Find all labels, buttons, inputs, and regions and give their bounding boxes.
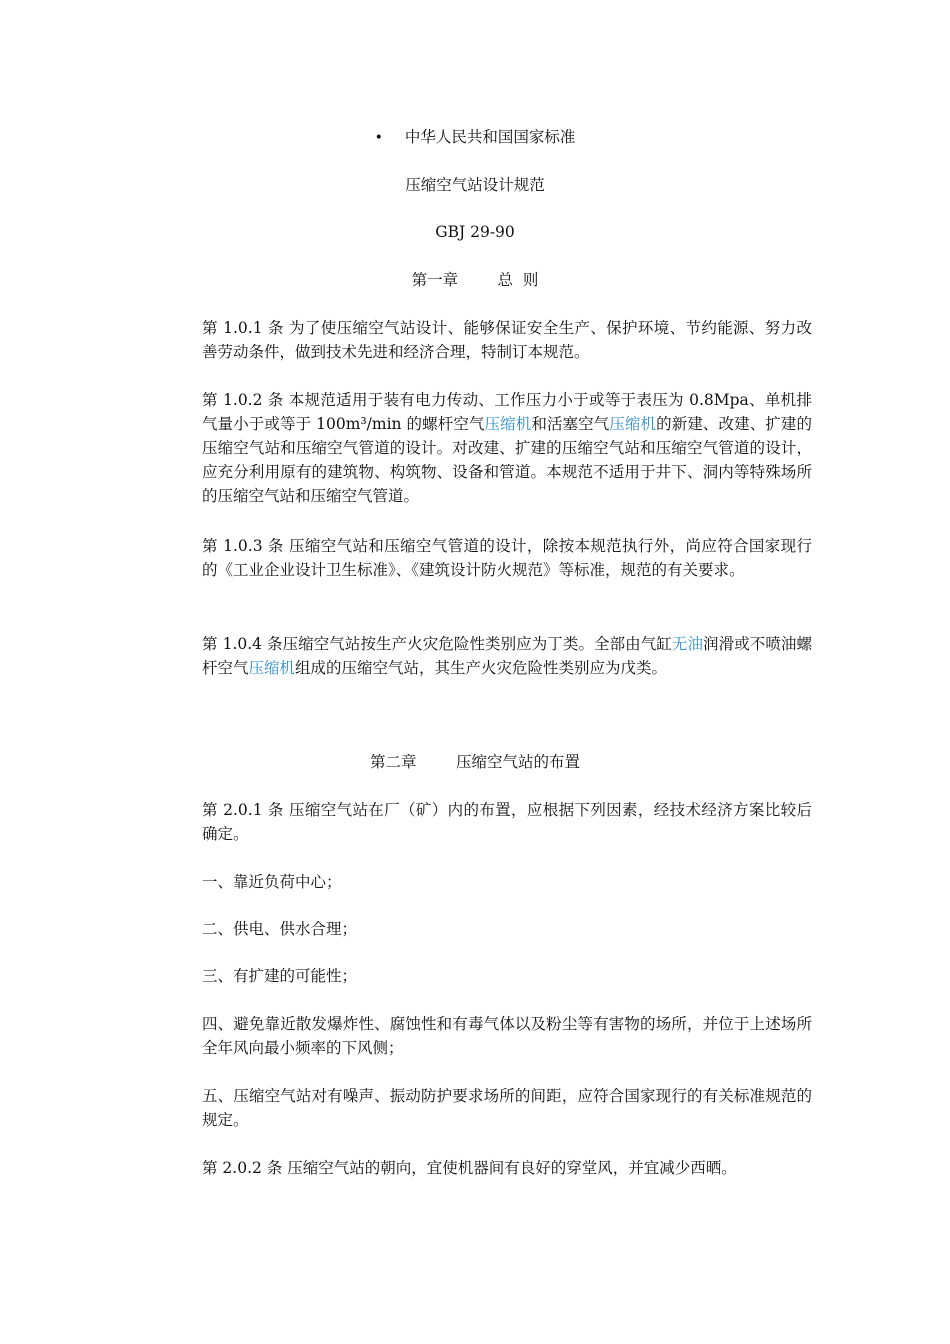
clause-1-0-4-text-c: 组成的压缩空气站，其生产火灾危险性类别应为戊类。	[295, 659, 668, 677]
list-item-5: 五、压缩空气站对有噪声、振动防护要求场所的间距，应符合国家现行的有关标准规范的规定。	[202, 1087, 812, 1129]
compressor-link-1[interactable]: 压缩机	[484, 415, 532, 433]
clause-2-0-2: 第 2.0.2 条 压缩空气站的朝向，宜使机器间有良好的穿堂风，并宜减少西晒。	[202, 1159, 737, 1177]
clause-1-0-2-text-c: 的新建、改建、扩建的压缩空气站和压缩空气管道的设计。对改建、扩建的压缩空气站和压缩空气管道的设计，应充分利用原有的建筑物、构筑物、设备和管道。本规范不适用于井下、洞内等特殊场所的压缩空气站和压缩空气管道。	[202, 415, 812, 505]
clause-1-0-4-text-b: 润滑或不喷油螺杆空气	[202, 635, 812, 677]
standard-org-line	[0, 125, 950, 150]
list-item-4: 四、避免靠近散发爆炸性、腐蚀性和有毒气体以及粉尘等有害物的场所，并位于上述场所全年风向最小频率的下风侧；	[202, 1015, 812, 1057]
standard-org: 中华人民共和国国家标准	[404, 128, 576, 146]
list-item-2: 二、供电、供水合理；	[202, 920, 358, 938]
chapter-2-heading: 第二章 压缩空气站的布置	[370, 753, 580, 771]
clause-1-0-2	[202, 388, 812, 508]
chapter-1-heading: 第一章 总 则	[411, 271, 539, 289]
clause-1-0-3: 第 1.0.3 条 压缩空气站和压缩空气管道的设计，除按本规范执行外，尚应符合国家现行的《工业企业设计卫生标准》、《建筑设计防火规范》等标准，规范的有关要求。	[202, 537, 812, 579]
standard-code: GBJ 29-90	[435, 223, 515, 241]
clause-1-0-2-text-b: 和活塞空气	[531, 415, 610, 433]
compressor-link-2[interactable]: 压缩机	[609, 415, 657, 433]
clause-1-0-4-text-a: 第 1.0.4 条压缩空气站按生产火灾危险性类别应为丁类。全部由气缸	[202, 635, 672, 653]
clause-2-0-1: 第 2.0.1 条 压缩空气站在厂（矿）内的布置，应根据下列因素，经技术经济方案比较后确定。	[202, 801, 812, 843]
clause-1-0-4	[202, 632, 812, 680]
clause-1-0-2-text-a: 第 1.0.2 条 本规范适用于装有电力传动、工作压力小于或等于表压为 0.8Mpa、单机排气量小于或等于 100m³/min 的螺杆空气	[202, 391, 812, 433]
compressor-link-3[interactable]: 压缩机	[248, 659, 296, 677]
list-item-1: 一、靠近负荷中心；	[202, 873, 342, 891]
document-title: 压缩空气站设计规范	[405, 176, 545, 194]
oil-free-link[interactable]: 无油	[671, 635, 704, 653]
clause-1-0-1: 第 1.0.1 条 为了使压缩空气站设计、能够保证安全生产、保护环境、节约能源、努力改善劳动条件，做到技术先进和经济合理，特制订本规范。	[202, 319, 812, 361]
bullet-icon: •	[374, 130, 383, 146]
list-item-3: 三、有扩建的可能性；	[202, 967, 358, 985]
